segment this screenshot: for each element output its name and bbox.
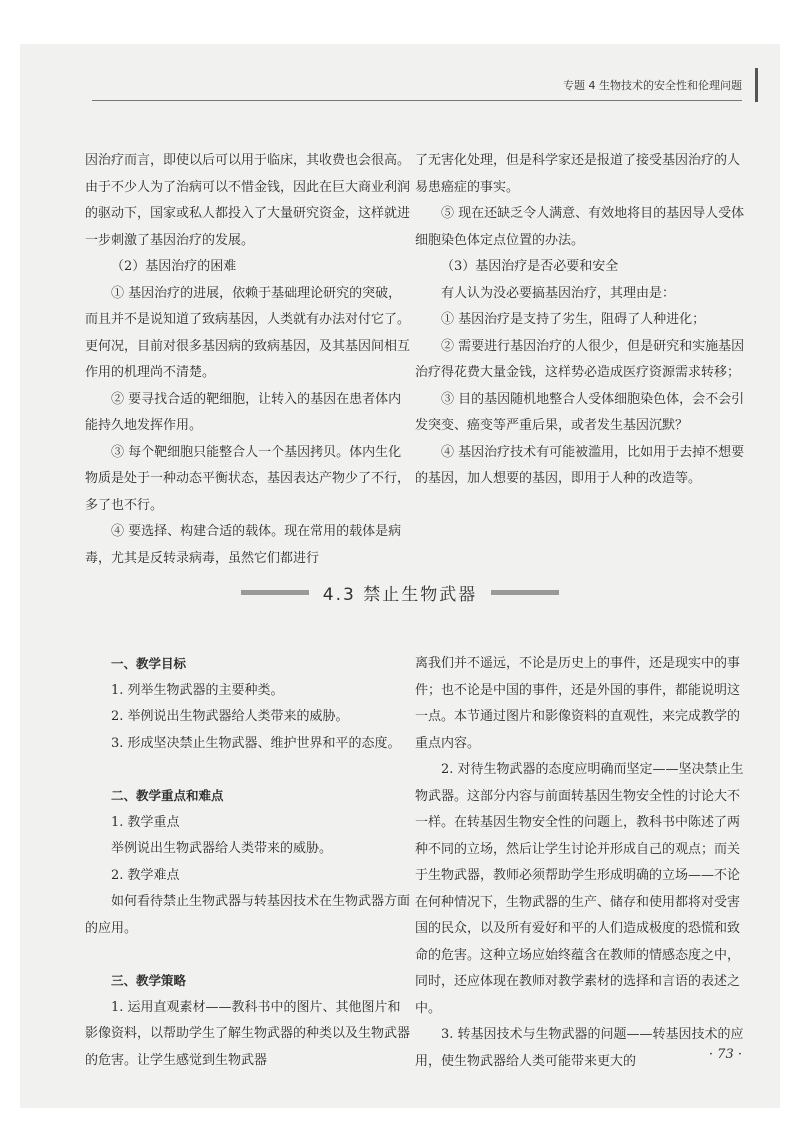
- paragraph: 有人认为没必要搞基因治疗，其理由是：: [441, 285, 676, 301]
- goal-item: 1. 列举生物武器的主要种类。: [111, 682, 284, 698]
- paragraph: ③ 目的基因随机地整合人受体细胞染色体，会不会引发突变、癌变等严重后果，或者发生基因沉默？: [415, 391, 745, 433]
- subheading: （2）基因治疗的困难: [111, 259, 237, 274]
- paragraph: 因治疗而言，即使以后可以用于临床，其收费也会很高。由于不少人为了治病可以不惜金钱，因此在巨大商业利润的驱动下，国家或私人都投入了大量研究资金，这样就进一步刺激了基因治疗的发展。: [85, 153, 411, 248]
- section-name: 禁止生物武器: [363, 584, 478, 605]
- strategy-text: 1. 运用直观素材——教科书中的图片、其他图片和影像资料，以帮助学生了解生物武器的种类以及生物武器的危害。让学生感觉到生物武器: [85, 999, 411, 1068]
- section-heading: [323, 580, 477, 605]
- paragraph: 了无害化处理，但是科学家还是报道了接受基因治疗的人易患癌症的事实。: [415, 153, 741, 195]
- header-side-bar: [755, 68, 758, 102]
- paragraph: ④ 基因治疗技术有可能被滥用，比如用于去掉不想要的基因，加人想要的基因，即用于人种的改造等。: [415, 444, 745, 486]
- paragraph: 3. 转基因技术与生物武器的问题——转基因技术的应用，使生物武器给人类可能带来更大的: [415, 1027, 744, 1069]
- paragraph: 离我们并不遥远，不论是历史上的事件，还是现实中的事件；也不论是中国的事件，还是外国的事件，都能说明这一点。本节通过图片和影像资料的直观性，来完成教学的重点内容。: [415, 656, 741, 751]
- heading-strategy: 三、教学策略: [111, 973, 187, 988]
- key-label: 1. 教学重点: [111, 814, 180, 830]
- goal-item: 3. 形成坚决禁止生物武器、维护世界和平的态度。: [111, 735, 401, 751]
- top-left-column: [85, 148, 413, 572]
- paragraph: ④ 要选择、构建合适的载体。现在常用的载体是病毒，尤其是反转录病毒，虽然它们都进行: [85, 524, 402, 566]
- key-text: 举例说出生物武器给人类带来的威胁。: [111, 841, 333, 856]
- running-header: 专题 4 生物技术的安全性和伦理问题: [563, 79, 742, 92]
- top-right-column: [415, 148, 745, 493]
- heading-teaching-goals: 一、教学目标: [111, 656, 187, 671]
- paragraph: 2. 对待生物武器的态度应明确而坚定——坚决禁止生物武器。这部分内容与前面转基因生物安全性的讨论大不一样。在转基因生物安全性的问题上，教科书中陈述了两种不同的立场，然后让学生讨论并形成自己的观点；而关于生物武器，教师必须帮助学生形成明确的立场——不论在何种情况下，生物武器的生产、储存和使用都将对受害国的民众，以及所有爱好和平的人们造成极度的恐慌和致命的危害。这种立场应始终蕴含在教师的情感态度之中，同时，还应体现在教师对教学素材的选择和言语的表述之中。: [415, 762, 744, 1016]
- bottom-left-column: [85, 651, 413, 1074]
- paragraph: ③ 每个靶细胞只能整合人一个基因拷贝。体内生化物质是处于一种动态平衡状态，基因表达产物少了不行，多了也不行。: [85, 444, 411, 513]
- book-page: [20, 44, 780, 1108]
- difficulty-label: 2. 教学难点: [111, 867, 180, 883]
- header-rule: [92, 100, 742, 101]
- paragraph: ⑤ 现在还缺乏令人满意、有效地将目的基因导人受体细胞染色体定点位置的办法。: [415, 206, 745, 248]
- bottom-right-column: [415, 651, 745, 1075]
- section-title: [20, 580, 780, 604]
- difficulty-text: 如何看待禁止生物武器与转基因技术在生物武器方面的应用。: [85, 894, 411, 936]
- heading-key-difficult: 二、教学重点和难点: [111, 788, 224, 803]
- subheading: （3）基因治疗是否必要和安全: [441, 259, 619, 274]
- paragraph: ① 基因治疗是支持了劣生，阻碍了人种进化；: [441, 312, 706, 327]
- paragraph: ② 需要进行基因治疗的人很少，但是研究和实施基因治疗得花费大量金钱，这样势必造成医疗资源需求转移；: [415, 338, 745, 380]
- paragraph: ① 基因治疗的进展，依赖于基础理论研究的突破，而且并不是说知道了致病基因，人类就有办法对付它了。更何况，目前对很多基因病的致病基因，及其基因间相互作用的机理尚不清楚。: [85, 285, 411, 380]
- title-bar-left: [241, 590, 309, 595]
- section-number: 4.3: [322, 584, 356, 605]
- title-bar-right: [491, 590, 559, 595]
- page-number: · 73 ·: [708, 1047, 742, 1062]
- goal-item: 2. 举例说出生物武器给人类带来的威胁。: [111, 709, 349, 724]
- paragraph: ② 要寻找合适的靶细胞，让转入的基因在患者体内能持久地发挥作用。: [85, 391, 402, 433]
